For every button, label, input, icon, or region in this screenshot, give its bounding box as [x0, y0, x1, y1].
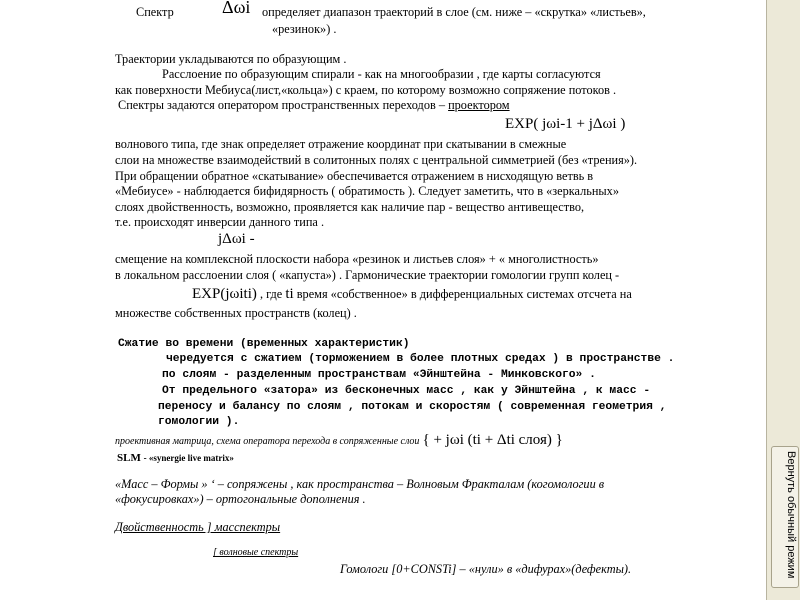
projector-link: проектором: [448, 98, 510, 112]
line-14: в локальном расслоении слоя ( «капуста») . Гармонические траектории гомологии групп колец -: [115, 268, 620, 282]
line-6-text: Спектры задаются оператором пространственных переходов –: [118, 98, 445, 112]
italic-line-3: «фокусировках») – ортогональные дополнения .: [115, 492, 366, 506]
slm-label: SLM: [117, 452, 141, 464]
return-normal-mode-button[interactable]: [771, 446, 799, 588]
line-2: «резинок») .: [272, 22, 337, 36]
line-9: При обращении обратное «скатывание» обеспечивается отражением в нисходящую ветвь в: [115, 169, 594, 183]
formula-projective: { + jωi (ti + Δti слоя) }: [422, 432, 563, 448]
formula-ti: ti: [285, 286, 294, 302]
italic-line-1: [115, 433, 563, 449]
formula-description: время «собственное» в дифференциальных системах отсчета на: [296, 287, 632, 301]
formula-exp-1: EXP( jωi-1 + jΔωi ): [505, 116, 626, 132]
line-1: определяет диапазон траекторий в слое (см. ниже – «скрутка» «листьев»,: [262, 5, 646, 19]
italic-line-4: Двойственность ] масспектры: [115, 520, 281, 534]
line-8: слои на множестве взаимодействий в солитонных полях с центральной симметрией (без «трения»).: [115, 153, 638, 167]
line-5: как поверхности Мебиуса(лист,«кольца») с краем, по которому возможно сопряжение потоков .: [115, 83, 617, 97]
line-11: слоях двойственность, возможно, проявляется как наличие пар - вещество антивещество,: [115, 200, 585, 214]
bold-line-3: по слоям - разделенным пространствам «Эйнштейна - Минковского» .: [162, 369, 596, 381]
formula-exp-2: EXP(jωiti): [192, 286, 257, 302]
bold-line-6: гомологии ).: [158, 416, 240, 428]
return-normal-mode-label: Вернуть обычный режим: [785, 451, 797, 579]
bold-line-1: Сжатие во времени (временных характеристик): [118, 338, 410, 350]
italic-line-2: «Масс – Формы » ‘ – сопряжены , как пространства – Волновым Фракталам (когомологии в: [115, 477, 605, 491]
formula-j-delta-omega: jΔωi -: [218, 231, 255, 247]
italic-line-6: Гомологи [0+CONSTi] – «нули» в «дифурах»(дефекты).: [340, 562, 632, 576]
line-spectrum-label: Спектр: [136, 5, 174, 19]
bold-line-4: От предельного «затора» из бесконечных масс , как у Эйнштейна , к масс -: [162, 385, 651, 397]
line-13: смещение на комплексной плоскости набора «резинок и листьев слоя» + « многолистность»: [115, 252, 599, 266]
bold-line-2: чередуется с сжатием (торможением в более плотных средах ) в пространстве .: [166, 353, 675, 365]
slm-line: [117, 451, 234, 465]
line-10: «Мебиусе» - наблюдается бифидярность ( обратимость ). Следует заметить, что в «зеркальных»: [115, 184, 619, 198]
line-6: [118, 98, 510, 112]
slm-description: - «synergie live matrix»: [143, 453, 234, 463]
formula-delta-omega: Δωi: [222, 0, 251, 17]
line-formula-exp-2: [192, 287, 632, 301]
italic-line-5: [ волновые спектры: [213, 547, 299, 558]
line-12: т.е. происходят инверсии данного типа .: [115, 215, 325, 229]
line-4: Расслоение по образующим спирали - как на многообразии , где карты согласуются: [162, 67, 601, 81]
formula-where: , где: [259, 287, 283, 301]
line-3: Траектории укладываются по образующим .: [115, 52, 347, 66]
bold-line-5: переносу и балансу по слоям , потокам и скоростям ( современная геометрия ,: [158, 401, 667, 413]
projective-matrix-text: проективная матрица, схема оператора перехода в сопряженные слои: [115, 436, 420, 447]
side-panel: [766, 0, 800, 600]
line-7: волнового типа, где знак определяет отражение координат при скатывании в смежные: [115, 137, 567, 151]
line-15: множестве собственных пространств (колец) .: [115, 306, 357, 320]
